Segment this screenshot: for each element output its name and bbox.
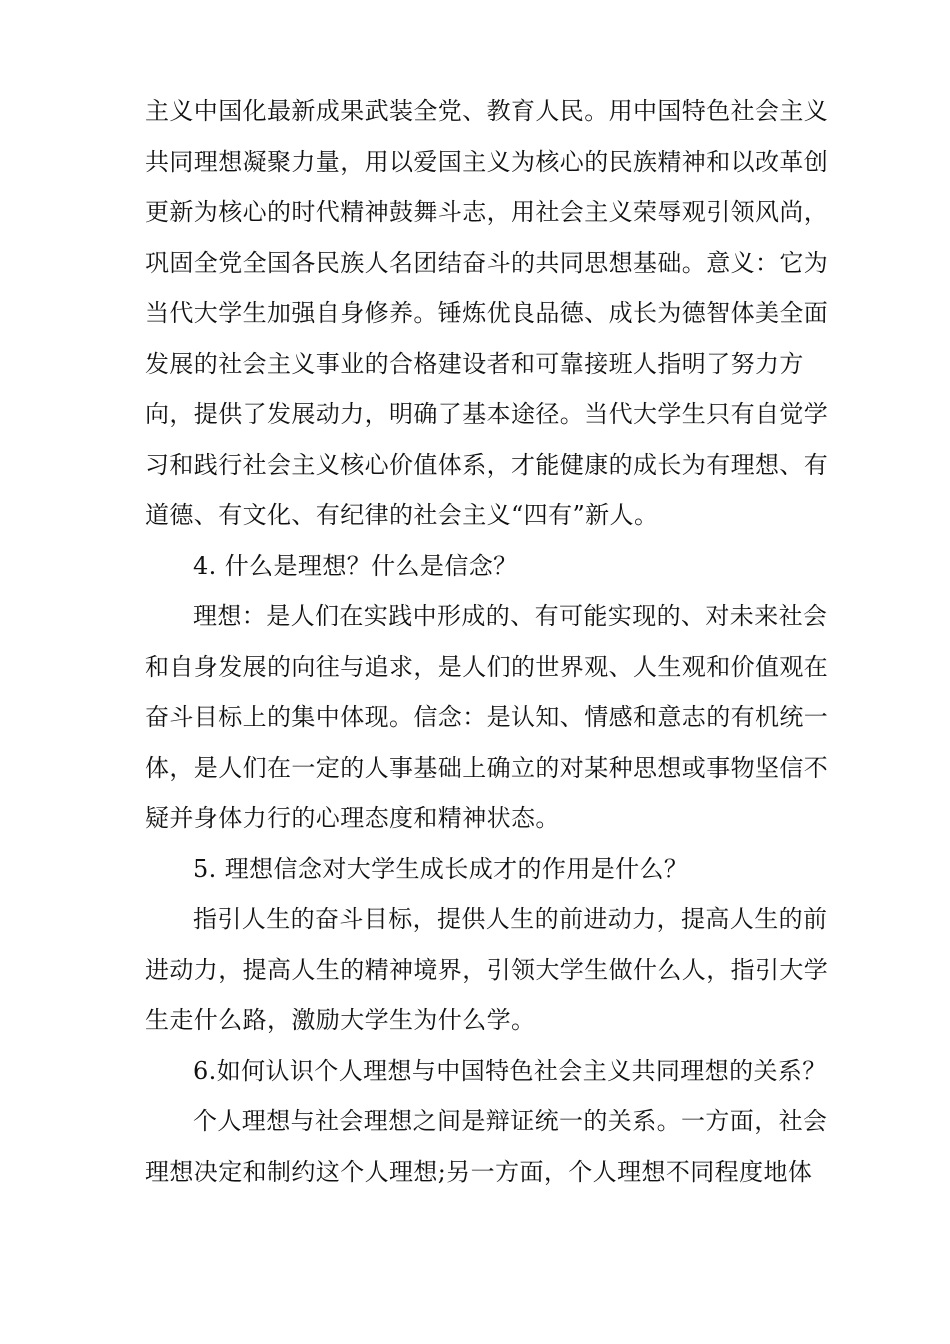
text-line: 主义中国化最新成果武装全党、教育人民。用中国特色社会主义	[145, 97, 829, 125]
text-line: 理想决定和制约这个人理想;另一方面，个人理想不同程度地体	[145, 1157, 813, 1186]
question-heading: 5. 理想信念对大学生成长成才的作用是什么？	[193, 854, 689, 883]
document-body	[145, 86, 829, 1197]
text-line: 疑并身体力行的心理态度和精神状态。	[145, 804, 560, 832]
text-line: 向，提供了发展动力，明确了基本途径。当代大学生只有自觉学	[145, 400, 829, 428]
text-line: 奋斗目标上的集中体现。信念：是认知、情感和意志的有机统一	[145, 703, 829, 731]
text-line: 发展的社会主义事业的合格建设者和可靠接班人指明了努力方	[145, 349, 804, 378]
text-line: 道德、有文化、有纪律的社会主义“四有”新人。	[145, 501, 659, 529]
text-line: 进动力，提高人生的精神境界，引领大学生做什么人，指引大学	[145, 955, 829, 984]
text-line: 更新为核心的时代精神鼓舞斗志，用社会主义荣辱观引领风尚，	[145, 198, 829, 226]
text-line: 生走什么路，激励大学生为什么学。	[145, 1006, 536, 1034]
text-line: 共同理想凝聚力量，用以爱国主义为核心的民族精神和以改革创	[145, 147, 829, 176]
text-line: 当代大学生加强自身修养。锤炼优良品德、成长为德智体美全面	[145, 299, 829, 327]
text-line: 习和践行社会主义核心价值体系，才能健康的成长为有理想、有	[145, 450, 829, 479]
text-line: 和自身发展的向往与追求，是人们的世界观、人生观和价值观在	[145, 652, 829, 681]
question-heading: 6.如何认识个人理想与中国特色社会主义共同理想的关系？	[193, 1056, 827, 1085]
text-line: 理想：是人们在实践中形成的、有可能实现的、对未来社会	[193, 602, 828, 630]
question-heading: 4. 什么是理想？什么是信念？	[193, 551, 518, 580]
text-line: 指引人生的奋斗目标，提供人生的前进动力，提高人生的前	[193, 905, 828, 933]
text-line: 体，是人们在一定的人事基础上确立的对某种思想或事物坚信不	[145, 753, 829, 782]
text-line: 巩固全党全国各民族人名团结奋斗的共同思想基础。意义：它为	[145, 248, 829, 277]
text-line: 个人理想与社会理想之间是辩证统一的关系。一方面，社会	[193, 1107, 828, 1135]
